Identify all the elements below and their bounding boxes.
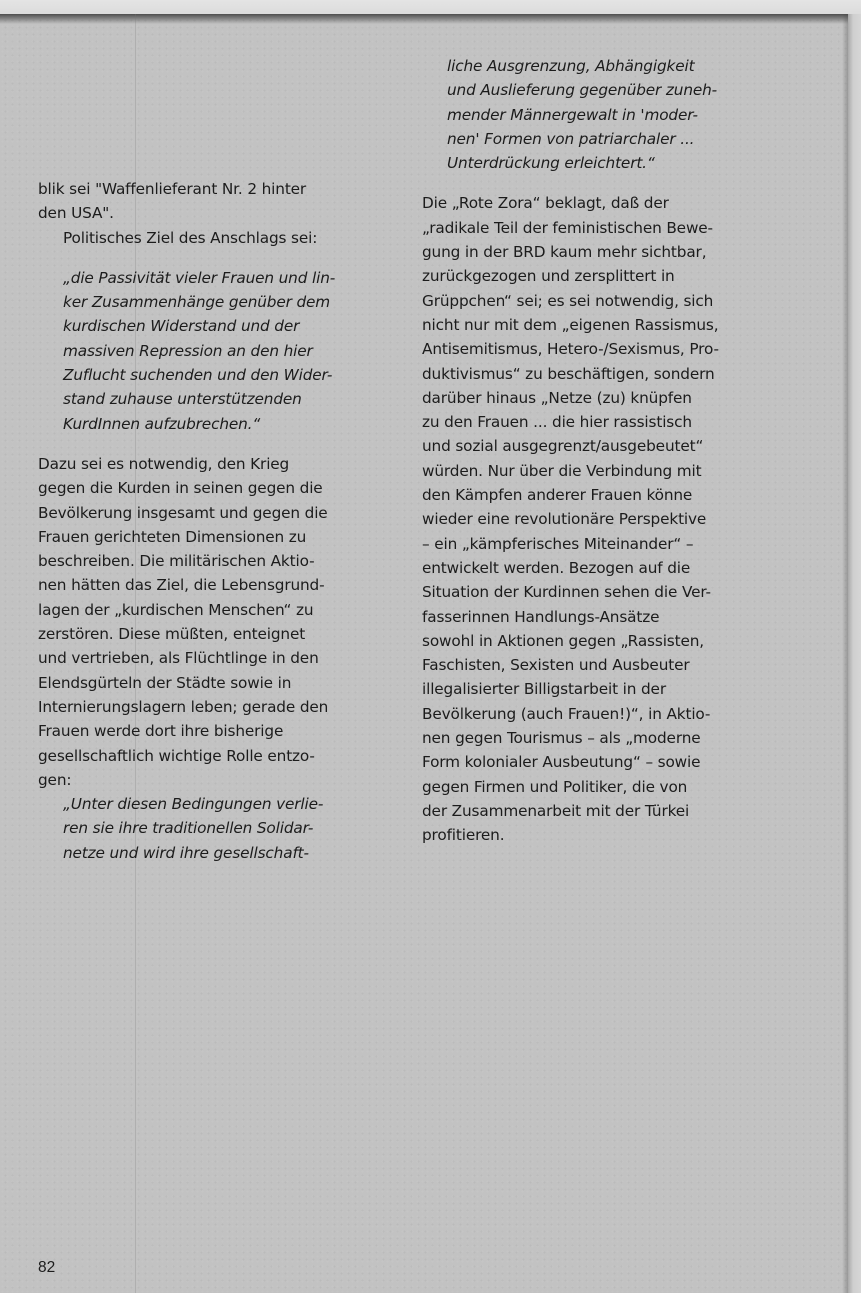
- book-page: [0, 14, 848, 1293]
- text-line: Internierungslagern leben; gerade den: [38, 697, 329, 716]
- text-line: Frauen werde dort ihre bisherige: [38, 722, 284, 741]
- text-line: gesellschaftlich wichtige Rolle entzo-: [38, 746, 315, 765]
- text-line: gung in der BRD kaum mehr sichtbar,: [422, 243, 707, 262]
- quote-line: kurdischen Widerstand und der: [63, 317, 300, 336]
- quote-line: mender Männergewalt in 'moder-: [447, 105, 698, 124]
- text-line: profitieren.: [422, 826, 505, 845]
- text-line: Elendsgürteln der Städte sowie in: [38, 673, 292, 692]
- text-line: den Kämpfen anderer Frauen könne: [422, 486, 693, 505]
- quote-line: stand zuhause unterstützenden: [63, 390, 302, 409]
- text-line: Situation der Kurdinnen sehen die Ver-: [422, 583, 711, 602]
- paragraph-krieg-gegen-kurden: [38, 452, 388, 792]
- text-line: und vertrieben, als Flüchtlinge in den: [38, 649, 319, 668]
- paragraph-politisches-ziel: [38, 226, 388, 250]
- text-line: zu den Frauen ... die hier rassistisch: [422, 413, 692, 432]
- text-line: darüber hinaus „Netze (zu) knüpfen: [422, 388, 692, 407]
- text-line: Politisches Ziel des Anschlags sei:: [63, 228, 318, 247]
- text-line: nicht nur mit dem „eigenen Rassismus,: [422, 315, 719, 334]
- quote-line: ren sie ihre traditionellen Solidar-: [63, 819, 314, 838]
- text-line: würden. Nur über die Verbindung mit: [422, 461, 702, 480]
- text-line: sowohl in Aktionen gegen „Rassisten,: [422, 631, 704, 650]
- text-line: Antisemitismus, Hetero-/Sexismus, Pro-: [422, 340, 719, 359]
- text-line: Faschisten, Sexisten und Ausbeuter: [422, 656, 690, 675]
- text-line: Bevölkerung insgesamt und gegen die: [38, 503, 328, 522]
- text-line: und sozial ausgegrenzt/ausgebeutet“: [422, 437, 704, 456]
- text-line: zurückgezogen und zersplittert in: [422, 267, 675, 286]
- quote-line: netze und wird ihre gesellschaft-: [63, 843, 309, 862]
- text-line: Form kolonialer Ausbeutung“ – sowie: [422, 753, 701, 772]
- text-line: nen gegen Tourismus – als „moderne: [422, 729, 701, 748]
- text-line: illegalisierter Billigstarbeit in der: [422, 680, 666, 699]
- quote-line: und Auslieferung gegenüber zuneh-: [447, 81, 718, 100]
- quote-line: Zuflucht suchenden und den Wider-: [63, 366, 333, 385]
- text-line: wieder eine revolutionäre Perspektive: [422, 510, 707, 529]
- text-line: gegen Firmen und Politiker, die von: [422, 777, 688, 796]
- quote-line: KurdInnen aufzubrechen.“: [63, 414, 261, 433]
- text-line: – ein „kämpferisches Miteinander“ –: [422, 534, 694, 553]
- scan-right-edge: [848, 14, 861, 1293]
- spacer: [38, 250, 388, 266]
- quote-line: ker Zusammenhänge genüber dem: [63, 293, 331, 312]
- text-line: „radikale Teil der feministischen Bewe-: [422, 218, 713, 237]
- spacer: [422, 175, 792, 191]
- text-line: entwickelt werden. Bezogen auf die: [422, 558, 691, 577]
- page-top-shadow: [0, 14, 848, 24]
- text-line: Grüppchen“ sei; es sei notwendig, sich: [422, 291, 714, 310]
- text-line: Bevölkerung (auch Frauen!)“, in Aktio-: [422, 704, 711, 723]
- left-column: [38, 177, 388, 865]
- text-line: den USA".: [38, 204, 114, 223]
- quote-line: Unterdrückung erleichtert.“: [447, 154, 655, 173]
- text-line: der Zusammenarbeit mit der Türkei: [422, 801, 690, 820]
- text-line: Die „Rote Zora“ beklagt, daß der: [422, 194, 669, 213]
- right-column: [422, 54, 792, 848]
- text-line: gegen die Kurden in seinen gegen die: [38, 479, 323, 498]
- paragraph-waffenlieferant: [38, 177, 388, 226]
- text-line: beschreiben. Die militärischen Aktio-: [38, 552, 315, 571]
- quote-line: liche Ausgrenzung, Abhängigkeit: [447, 57, 695, 75]
- quote-line: nen' Formen von patriarchaler ...: [447, 129, 695, 148]
- text-line: gen:: [38, 770, 72, 789]
- text-line: fasserinnen Handlungs-Ansätze: [422, 607, 660, 626]
- quote-line: massiven Repression an den hier: [63, 341, 313, 360]
- text-line: Dazu sei es notwendig, den Krieg: [38, 454, 290, 473]
- text-line: Frauen gerichteten Dimensionen zu: [38, 527, 307, 546]
- page-right-edge-shadow: [842, 14, 848, 1293]
- spacer: [38, 436, 388, 452]
- quote-line: „Unter diesen Bedingungen verlie-: [63, 795, 324, 814]
- text-line: duktivismus“ zu beschäftigen, sondern: [422, 364, 715, 383]
- text-line: lagen der „kurdischen Menschen“ zu: [38, 600, 314, 619]
- text-line: nen hätten das Ziel, die Lebensgrund-: [38, 576, 325, 595]
- blockquote-bedingungen: [38, 792, 388, 865]
- scan-top-margin: [0, 0, 861, 14]
- text-line: blik sei "Waffenlieferant Nr. 2 hinter: [38, 180, 307, 198]
- quote-line: „die Passivität vieler Frauen und lin-: [63, 268, 336, 287]
- page-number: 82: [38, 1259, 56, 1276]
- text-line: zerstören. Diese müßten, enteignet: [38, 625, 306, 644]
- blockquote-continued: [422, 54, 792, 175]
- blockquote-passivitaet: [38, 266, 388, 436]
- paragraph-rote-zora: [422, 191, 792, 847]
